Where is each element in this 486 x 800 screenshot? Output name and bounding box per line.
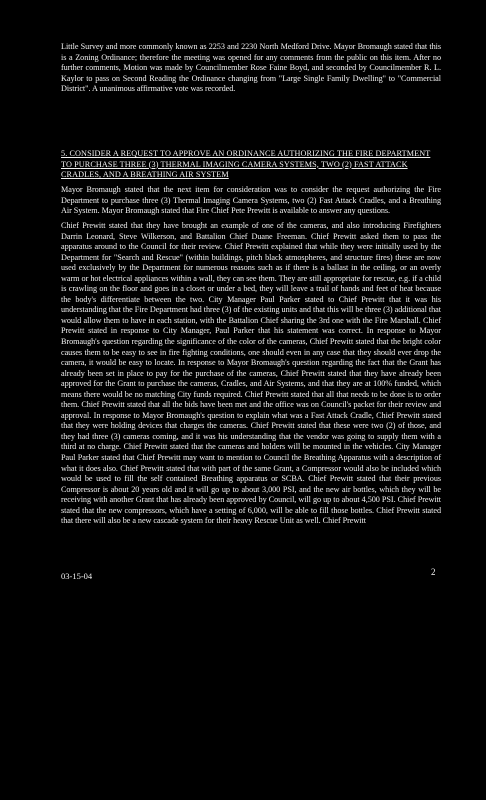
page-number: 2 bbox=[431, 567, 436, 577]
paragraph-chief-prewitt: Chief Prewitt stated that they have brought an example of one of the cameras, and also introducing Firefighters Darrin Leonard, Steve Wilkerson, and Battalion Chief Duane Freeman. Chief Prewitt asked them to pass the apparatus around to the Council for their review. Chief Prewitt explained that while they were initially used by the Department for "Search and Rescue" (within buildings, pitch black atmospheres, and structure fires) these are now used exclusively by the Department for numerous reasons such as if there is a ballast in the ceiling, or an overly warm or hot electrical appliances within a wall, they can see them. They are still appropriate for rescue, e.g. if a child is crawling on the floor and goes in a closet or under a bed, they will leave a trail of hands and feet of heat because the body's differentiate between the two. City Manager Paul Parker stated to Chief Prewitt that it was his understanding that the Fire Department had three (3) of the existing units and that this will be three (3) additional that would allow them to have in each station, with the Battalion Chief sharing the 3rd one with the Fire Marshall. Chief Prewitt stated in response to City Manager, Paul Parker that his statement was correct. In response to Mayor Bromaugh's question regarding the significance of the color of the cameras, Chief Prewitt stated that the bright color causes them to be easy to see in fire fighting conditions, one should even in any case that they should ever drop the camera, it would be easy to locate. In response to Mayor Bromaugh's question regarding the fact that the Grant has already been set in place to pay for the purchase of the cameras, Chief Prewitt stated that they have already been approved for the Grant to purchase the cameras, Cradles, and Air Systems, and that they are at 100% funded, which means there would be no matching City funds required. Chief Prewitt stated that all that needs to be done is to order them. Chief Prewitt stated that all the bids have been met and the office was on Council's packet for their review and approval. In response to Mayor Bromaugh's question to explain what was a Fast Attack Cradle, Chief Prewitt stated that they were holding devices that charges the cameras. Chief Prewitt stated that these were two (2) of those, and they had three (3) cameras coming, and it was his understanding that the vendor was going to supply them with a third at no charge. Chief Prewitt stated that the cameras and holders will be mounted in the vehicles. City Manager Paul Parker stated that Chief Prewitt may want to mention to Council the Breathing Apparatus with a description of what it does also. Chief Prewitt stated that with part of the same Grant, a Compressor would also be included which would be used to fill the self contained Breathing apparatus or SCBA. Chief Prewitt stated that their previous Compressor is about 20 years old and it will go up to about 3,000 PSI, and the new air bottles, which they will be receiving with another Grant that has already been approved by Council, will go up to about 4,500 PSI. Chief Prewitt stated that the new compressors, which have a setting of 6,000, will be able to fill those bottles. Chief Prewitt stated that there will also be a new cascade system for their heavy Rescue Unit as well. Chief Prewitt bbox=[61, 221, 441, 526]
paragraph-mayor-statement: Mayor Bromaugh stated that the next item for consideration was to consider the request authorizing the Fire Department to purchase three (3) Thermal Imaging Camera Systems, two (2) Fast Attack Cradles, and a Breathing Air System. Mayor Bromaugh stated that Fire Chief Pete Prewitt is available to answer any questions. bbox=[61, 185, 441, 216]
paragraph-zoning-ordinance: Little Survey and more commonly known as 2253 and 2230 North Medford Drive. Mayor Bromaugh stated that this is a Zoning Ordinance; therefore the meeting was opened for any comments from the public on this item. After no further comments, Motion was made by Councilmember Rose Faine Boyd, and seconded by Councilmember R. L. Kaylor to pass on Second Reading the Ordinance changing from "Large Single Family Dwelling" to "Commercial District". A unanimous affirmative vote was recorded. bbox=[61, 42, 441, 94]
footer-date: 03-15-04 bbox=[61, 571, 93, 581]
section-heading-fire-department: 5. CONSIDER A REQUEST TO APPROVE AN ORDINANCE AUTHORIZING THE FIRE DEPARTMENT TO PURCHASE THREE (3) THERMAL IMAGING CAMERA SYSTEMS, TWO (2) FAST ATTACK CRADLES, AND A BREATHING AIR SYSTEM bbox=[61, 149, 431, 180]
